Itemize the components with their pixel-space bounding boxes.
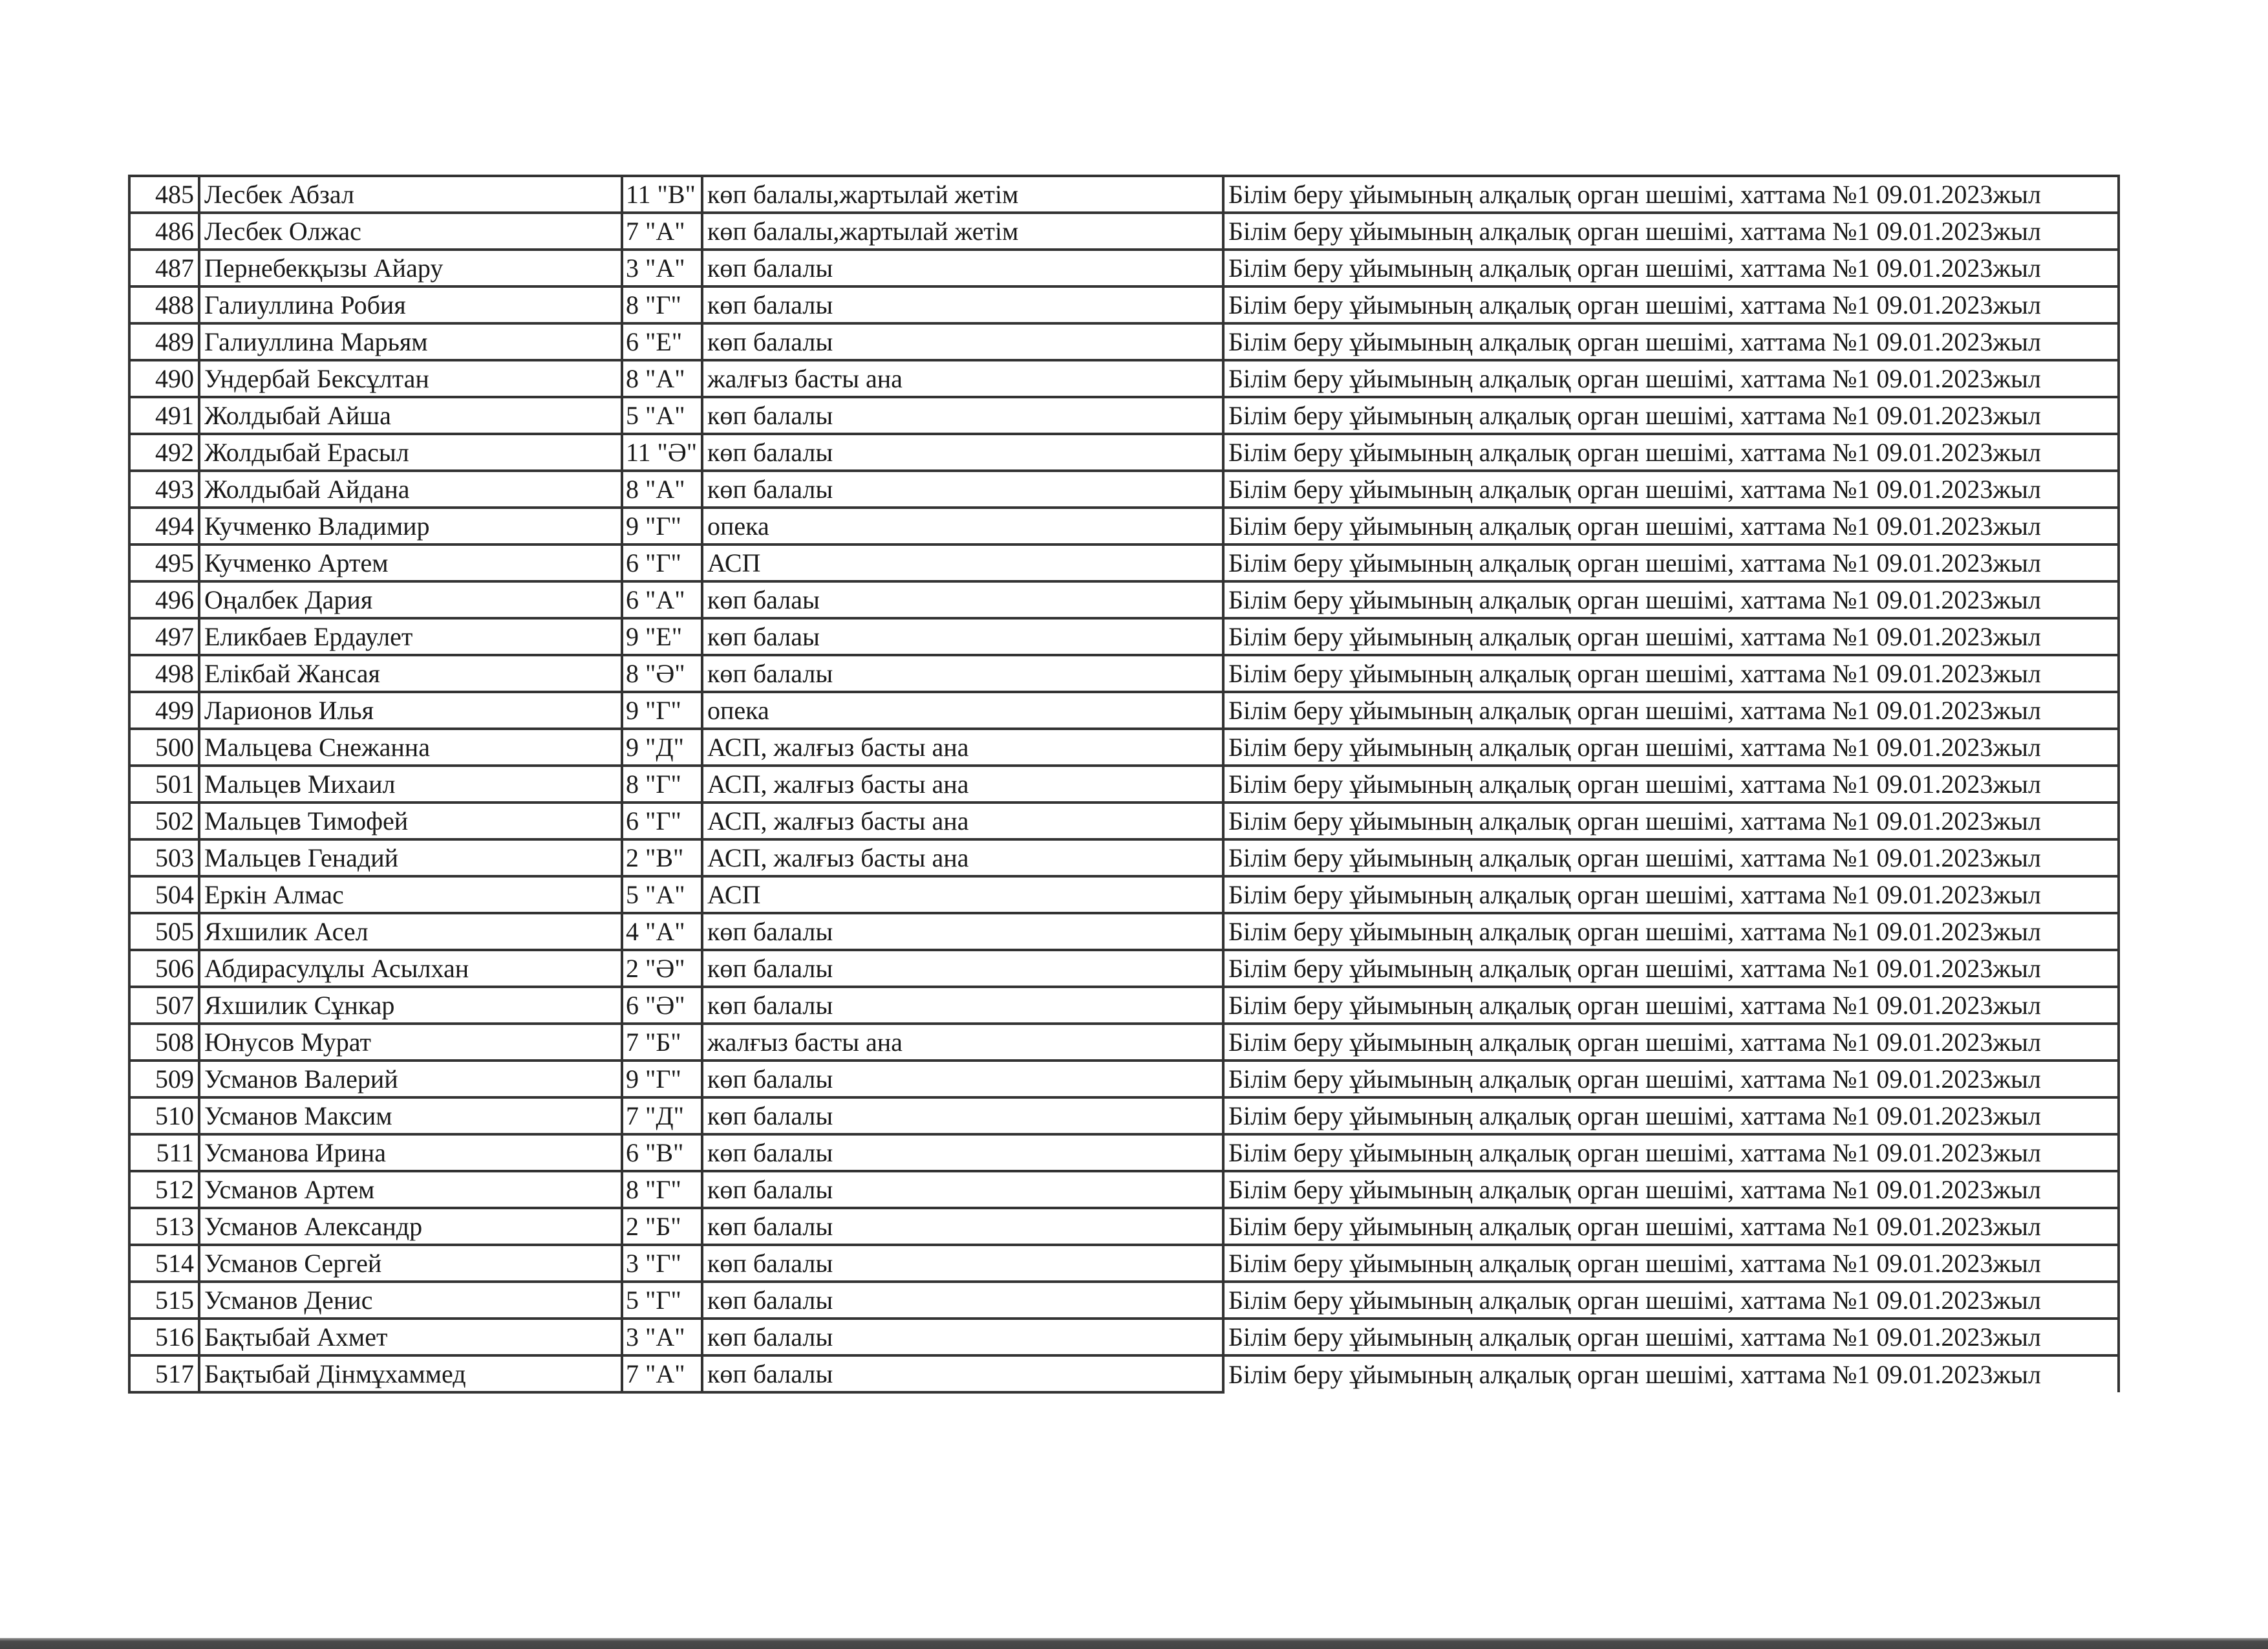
class-cell: 2 "Ә" bbox=[622, 950, 702, 987]
student-name: Мальцев Генадий bbox=[199, 839, 622, 876]
table-row bbox=[129, 176, 2119, 213]
student-name: Юнусов Мурат bbox=[199, 1024, 622, 1061]
category-cell: АСП, жалғыз басты ана bbox=[702, 729, 1223, 766]
category-cell: көп балаы bbox=[702, 581, 1223, 618]
table-row bbox=[129, 1282, 2119, 1319]
table-row bbox=[129, 434, 2119, 471]
student-name: Мальцева Снежанна bbox=[199, 729, 622, 766]
table-row bbox=[129, 1097, 2119, 1134]
table-row bbox=[129, 766, 2119, 803]
student-name: Бақтыбай Ахмет bbox=[199, 1319, 622, 1355]
category-cell: АСП, жалғыз басты ана bbox=[702, 766, 1223, 803]
category-cell: көп балалы bbox=[702, 1134, 1223, 1171]
student-name: Еликбаев Ердаулет bbox=[199, 618, 622, 655]
row-number: 511 bbox=[129, 1134, 199, 1171]
class-cell: 8 "А" bbox=[622, 471, 702, 508]
student-name: Усманов Максим bbox=[199, 1097, 622, 1134]
table-row bbox=[129, 913, 2119, 950]
class-cell: 2 "Б" bbox=[622, 1208, 702, 1245]
category-cell: көп балалы bbox=[702, 1282, 1223, 1319]
student-name: Мальцев Тимофей bbox=[199, 803, 622, 839]
decision-cell: Білім беру ұйымының алқалық орган шешімі, хаттама №1 09.01.2023жыл bbox=[1223, 1208, 2119, 1245]
decision-cell: Білім беру ұйымының алқалық орган шешімі, хаттама №1 09.01.2023жыл bbox=[1223, 839, 2119, 876]
row-number: 492 bbox=[129, 434, 199, 471]
category-cell: көп балалы bbox=[702, 1319, 1223, 1355]
student-name: Жолдыбай Айша bbox=[199, 397, 622, 434]
category-cell: көп балалы bbox=[702, 434, 1223, 471]
student-name: Лесбек Олжас bbox=[199, 213, 622, 250]
row-number: 502 bbox=[129, 803, 199, 839]
decision-cell: Білім беру ұйымының алқалық орган шешімі, хаттама №1 09.01.2023жыл bbox=[1223, 950, 2119, 987]
student-name: Усманова Ирина bbox=[199, 1134, 622, 1171]
row-number: 501 bbox=[129, 766, 199, 803]
category-cell: АСП, жалғыз басты ана bbox=[702, 839, 1223, 876]
class-cell: 6 "Е" bbox=[622, 323, 702, 360]
student-name: Галиуллина Марьям bbox=[199, 323, 622, 360]
decision-cell: Білім беру ұйымының алқалық орган шешімі, хаттама №1 09.01.2023жыл bbox=[1223, 471, 2119, 508]
student-name: Усманов Александр bbox=[199, 1208, 622, 1245]
student-name: Абдирасулұлы Асылхан bbox=[199, 950, 622, 987]
category-cell: көп балалы bbox=[702, 1171, 1223, 1208]
class-cell: 3 "А" bbox=[622, 250, 702, 286]
row-number: 487 bbox=[129, 250, 199, 286]
student-name: Кучменко Артем bbox=[199, 544, 622, 581]
decision-cell: Білім беру ұйымының алқалық орган шешімі, хаттама №1 09.01.2023жыл bbox=[1223, 360, 2119, 397]
student-name: Галиуллина Робия bbox=[199, 286, 622, 323]
row-number: 493 bbox=[129, 471, 199, 508]
student-name: Лесбек Абзал bbox=[199, 176, 622, 213]
table-row bbox=[129, 1134, 2119, 1171]
table-row bbox=[129, 1355, 2119, 1392]
row-number: 494 bbox=[129, 508, 199, 544]
decision-cell: Білім беру ұйымының алқалық орган шешімі, хаттама №1 09.01.2023жыл bbox=[1223, 176, 2119, 213]
table-row bbox=[129, 1245, 2119, 1282]
class-cell: 5 "Г" bbox=[622, 1282, 702, 1319]
class-cell: 7 "А" bbox=[622, 1355, 702, 1392]
category-cell: көп балалы,жартылай жетім bbox=[702, 176, 1223, 213]
decision-cell: Білім беру ұйымының алқалық орган шешімі, хаттама №1 09.01.2023жыл bbox=[1223, 803, 2119, 839]
table-row bbox=[129, 581, 2119, 618]
table-row bbox=[129, 1319, 2119, 1355]
class-cell: 6 "В" bbox=[622, 1134, 702, 1171]
table-row bbox=[129, 987, 2119, 1024]
class-cell: 8 "Г" bbox=[622, 286, 702, 323]
class-cell: 9 "Е" bbox=[622, 618, 702, 655]
decision-cell: Білім беру ұйымының алқалық орган шешімі, хаттама №1 09.01.2023жыл bbox=[1223, 1245, 2119, 1282]
class-cell: 7 "Б" bbox=[622, 1024, 702, 1061]
student-name: Оңалбек Дария bbox=[199, 581, 622, 618]
category-cell: АСП bbox=[702, 544, 1223, 581]
class-cell: 8 "А" bbox=[622, 360, 702, 397]
class-cell: 7 "Д" bbox=[622, 1097, 702, 1134]
row-number: 516 bbox=[129, 1319, 199, 1355]
category-cell: көп балалы bbox=[702, 323, 1223, 360]
class-cell: 3 "А" bbox=[622, 1319, 702, 1355]
decision-cell: Білім беру ұйымының алқалық орган шешімі, хаттама №1 09.01.2023жыл bbox=[1223, 434, 2119, 471]
category-cell: жалғыз басты ана bbox=[702, 1024, 1223, 1061]
category-cell: көп балалы bbox=[702, 397, 1223, 434]
decision-cell: Білім беру ұйымының алқалық орган шешімі, хаттама №1 09.01.2023жыл bbox=[1223, 766, 2119, 803]
row-number: 490 bbox=[129, 360, 199, 397]
table-row bbox=[129, 360, 2119, 397]
student-name: Яхшилик Асел bbox=[199, 913, 622, 950]
table-row bbox=[129, 876, 2119, 913]
category-cell: көп балалы bbox=[702, 950, 1223, 987]
table-row bbox=[129, 250, 2119, 286]
decision-cell: Білім беру ұйымының алқалық орган шешімі, хаттама №1 09.01.2023жыл bbox=[1223, 729, 2119, 766]
decision-cell: Білім беру ұйымының алқалық орган шешімі, хаттама №1 09.01.2023жыл bbox=[1223, 655, 2119, 692]
table-row bbox=[129, 544, 2119, 581]
decision-cell: Білім беру ұйымының алқалық орган шешімі, хаттама №1 09.01.2023жыл bbox=[1223, 876, 2119, 913]
student-name: Усманов Артем bbox=[199, 1171, 622, 1208]
table-row bbox=[129, 655, 2119, 692]
class-cell: 9 "Г" bbox=[622, 692, 702, 729]
table-row bbox=[129, 950, 2119, 987]
row-number: 509 bbox=[129, 1061, 199, 1097]
student-name: Усманов Валерий bbox=[199, 1061, 622, 1097]
table-row bbox=[129, 508, 2119, 544]
class-cell: 7 "А" bbox=[622, 213, 702, 250]
decision-cell: Білім беру ұйымының алқалық орган шешімі, хаттама №1 09.01.2023жыл bbox=[1223, 397, 2119, 434]
category-cell: көп балалы bbox=[702, 1061, 1223, 1097]
row-number: 499 bbox=[129, 692, 199, 729]
class-cell: 5 "А" bbox=[622, 397, 702, 434]
table-row bbox=[129, 1171, 2119, 1208]
students-table bbox=[128, 175, 2120, 1394]
row-number: 489 bbox=[129, 323, 199, 360]
table-row bbox=[129, 618, 2119, 655]
category-cell: АСП bbox=[702, 876, 1223, 913]
table-row bbox=[129, 213, 2119, 250]
decision-cell: Білім беру ұйымының алқалық орган шешімі, хаттама №1 09.01.2023жыл bbox=[1223, 1097, 2119, 1134]
decision-cell: Білім беру ұйымының алқалық орган шешімі, хаттама №1 09.01.2023жыл bbox=[1223, 1319, 2119, 1355]
student-name: Усманов Денис bbox=[199, 1282, 622, 1319]
row-number: 508 bbox=[129, 1024, 199, 1061]
class-cell: 6 "Г" bbox=[622, 803, 702, 839]
decision-cell: Білім беру ұйымының алқалық орган шешімі, хаттама №1 09.01.2023жыл bbox=[1223, 692, 2119, 729]
category-cell: опека bbox=[702, 508, 1223, 544]
decision-cell: Білім беру ұйымының алқалық орган шешімі, хаттама №1 09.01.2023жыл bbox=[1223, 987, 2119, 1024]
class-cell: 9 "Г" bbox=[622, 508, 702, 544]
row-number: 503 bbox=[129, 839, 199, 876]
decision-cell: Білім беру ұйымының алқалық орган шешімі, хаттама №1 09.01.2023жыл bbox=[1223, 1024, 2119, 1061]
table-row bbox=[129, 1061, 2119, 1097]
table-row bbox=[129, 397, 2119, 434]
table-row bbox=[129, 323, 2119, 360]
class-cell: 8 "Г" bbox=[622, 1171, 702, 1208]
student-name: Кучменко Владимир bbox=[199, 508, 622, 544]
category-cell: көп балалы bbox=[702, 1355, 1223, 1392]
class-cell: 5 "А" bbox=[622, 876, 702, 913]
row-number: 486 bbox=[129, 213, 199, 250]
decision-cell: Білім беру ұйымының алқалық орган шешімі, хаттама №1 09.01.2023жыл bbox=[1223, 1355, 2119, 1392]
row-number: 488 bbox=[129, 286, 199, 323]
category-cell: көп балалы bbox=[702, 471, 1223, 508]
table-row bbox=[129, 286, 2119, 323]
table-row bbox=[129, 803, 2119, 839]
decision-cell: Білім беру ұйымының алқалық орган шешімі, хаттама №1 09.01.2023жыл bbox=[1223, 1282, 2119, 1319]
row-number: 517 bbox=[129, 1355, 199, 1392]
category-cell: көп балалы bbox=[702, 1208, 1223, 1245]
row-number: 510 bbox=[129, 1097, 199, 1134]
row-number: 491 bbox=[129, 397, 199, 434]
category-cell: көп балалы bbox=[702, 1097, 1223, 1134]
table-row bbox=[129, 729, 2119, 766]
decision-cell: Білім беру ұйымының алқалық орган шешімі, хаттама №1 09.01.2023жыл bbox=[1223, 323, 2119, 360]
decision-cell: Білім беру ұйымының алқалық орган шешімі, хаттама №1 09.01.2023жыл bbox=[1223, 1061, 2119, 1097]
class-cell: 11 "В" bbox=[622, 176, 702, 213]
class-cell: 8 "Ә" bbox=[622, 655, 702, 692]
class-cell: 6 "Ә" bbox=[622, 987, 702, 1024]
category-cell: көп балалы bbox=[702, 655, 1223, 692]
class-cell: 11 "Ә" bbox=[622, 434, 702, 471]
category-cell: опека bbox=[702, 692, 1223, 729]
category-cell: АСП, жалғыз басты ана bbox=[702, 803, 1223, 839]
student-name: Ундербай Бексұлтан bbox=[199, 360, 622, 397]
table-row bbox=[129, 1024, 2119, 1061]
row-number: 512 bbox=[129, 1171, 199, 1208]
category-cell: көп балалы bbox=[702, 913, 1223, 950]
row-number: 506 bbox=[129, 950, 199, 987]
row-number: 496 bbox=[129, 581, 199, 618]
student-name: Бақтыбай Дінмұхаммед bbox=[199, 1355, 622, 1392]
decision-cell: Білім беру ұйымының алқалық орган шешімі, хаттама №1 09.01.2023жыл bbox=[1223, 618, 2119, 655]
decision-cell: Білім беру ұйымының алқалық орган шешімі, хаттама №1 09.01.2023жыл bbox=[1223, 581, 2119, 618]
row-number: 514 bbox=[129, 1245, 199, 1282]
row-number: 485 bbox=[129, 176, 199, 213]
decision-cell: Білім беру ұйымының алқалық орган шешімі, хаттама №1 09.01.2023жыл bbox=[1223, 1134, 2119, 1171]
class-cell: 6 "Г" bbox=[622, 544, 702, 581]
class-cell: 8 "Г" bbox=[622, 766, 702, 803]
category-cell: көп балалы,жартылай жетім bbox=[702, 213, 1223, 250]
category-cell: көп балалы bbox=[702, 250, 1223, 286]
category-cell: көп балалы bbox=[702, 1245, 1223, 1282]
student-name: Жолдыбай Ерасыл bbox=[199, 434, 622, 471]
student-name: Мальцев Михаил bbox=[199, 766, 622, 803]
table-row bbox=[129, 471, 2119, 508]
row-number: 498 bbox=[129, 655, 199, 692]
row-number: 513 bbox=[129, 1208, 199, 1245]
class-cell: 9 "Д" bbox=[622, 729, 702, 766]
row-number: 504 bbox=[129, 876, 199, 913]
class-cell: 9 "Г" bbox=[622, 1061, 702, 1097]
scan-edge-band bbox=[0, 1638, 2268, 1649]
class-cell: 6 "А" bbox=[622, 581, 702, 618]
row-number: 505 bbox=[129, 913, 199, 950]
student-name: Жолдыбай Айдана bbox=[199, 471, 622, 508]
decision-cell: Білім беру ұйымының алқалық орган шешімі, хаттама №1 09.01.2023жыл bbox=[1223, 508, 2119, 544]
table-row bbox=[129, 692, 2119, 729]
decision-cell: Білім беру ұйымының алқалық орган шешімі, хаттама №1 09.01.2023жыл bbox=[1223, 544, 2119, 581]
category-cell: жалғыз басты ана bbox=[702, 360, 1223, 397]
category-cell: көп балалы bbox=[702, 987, 1223, 1024]
decision-cell: Білім беру ұйымының алқалық орган шешімі, хаттама №1 09.01.2023жыл bbox=[1223, 286, 2119, 323]
row-number: 497 bbox=[129, 618, 199, 655]
category-cell: көп балаы bbox=[702, 618, 1223, 655]
table-row bbox=[129, 839, 2119, 876]
class-cell: 3 "Г" bbox=[622, 1245, 702, 1282]
table-row bbox=[129, 1208, 2119, 1245]
student-name: Ларионов Илья bbox=[199, 692, 622, 729]
decision-cell: Білім беру ұйымының алқалық орган шешімі, хаттама №1 09.01.2023жыл bbox=[1223, 1171, 2119, 1208]
row-number: 515 bbox=[129, 1282, 199, 1319]
student-name: Усманов Сергей bbox=[199, 1245, 622, 1282]
row-number: 500 bbox=[129, 729, 199, 766]
class-cell: 2 "В" bbox=[622, 839, 702, 876]
row-number: 495 bbox=[129, 544, 199, 581]
student-name: Елікбай Жансая bbox=[199, 655, 622, 692]
class-cell: 4 "А" bbox=[622, 913, 702, 950]
decision-cell: Білім беру ұйымының алқалық орган шешімі, хаттама №1 09.01.2023жыл bbox=[1223, 913, 2119, 950]
decision-cell: Білім беру ұйымының алқалық орган шешімі, хаттама №1 09.01.2023жыл bbox=[1223, 213, 2119, 250]
student-name: Пернебекқызы Айару bbox=[199, 250, 622, 286]
row-number: 507 bbox=[129, 987, 199, 1024]
student-name: Яхшилик Сұнкар bbox=[199, 987, 622, 1024]
category-cell: көп балалы bbox=[702, 286, 1223, 323]
student-name: Еркін Алмас bbox=[199, 876, 622, 913]
decision-cell: Білім беру ұйымының алқалық орган шешімі, хаттама №1 09.01.2023жыл bbox=[1223, 250, 2119, 286]
